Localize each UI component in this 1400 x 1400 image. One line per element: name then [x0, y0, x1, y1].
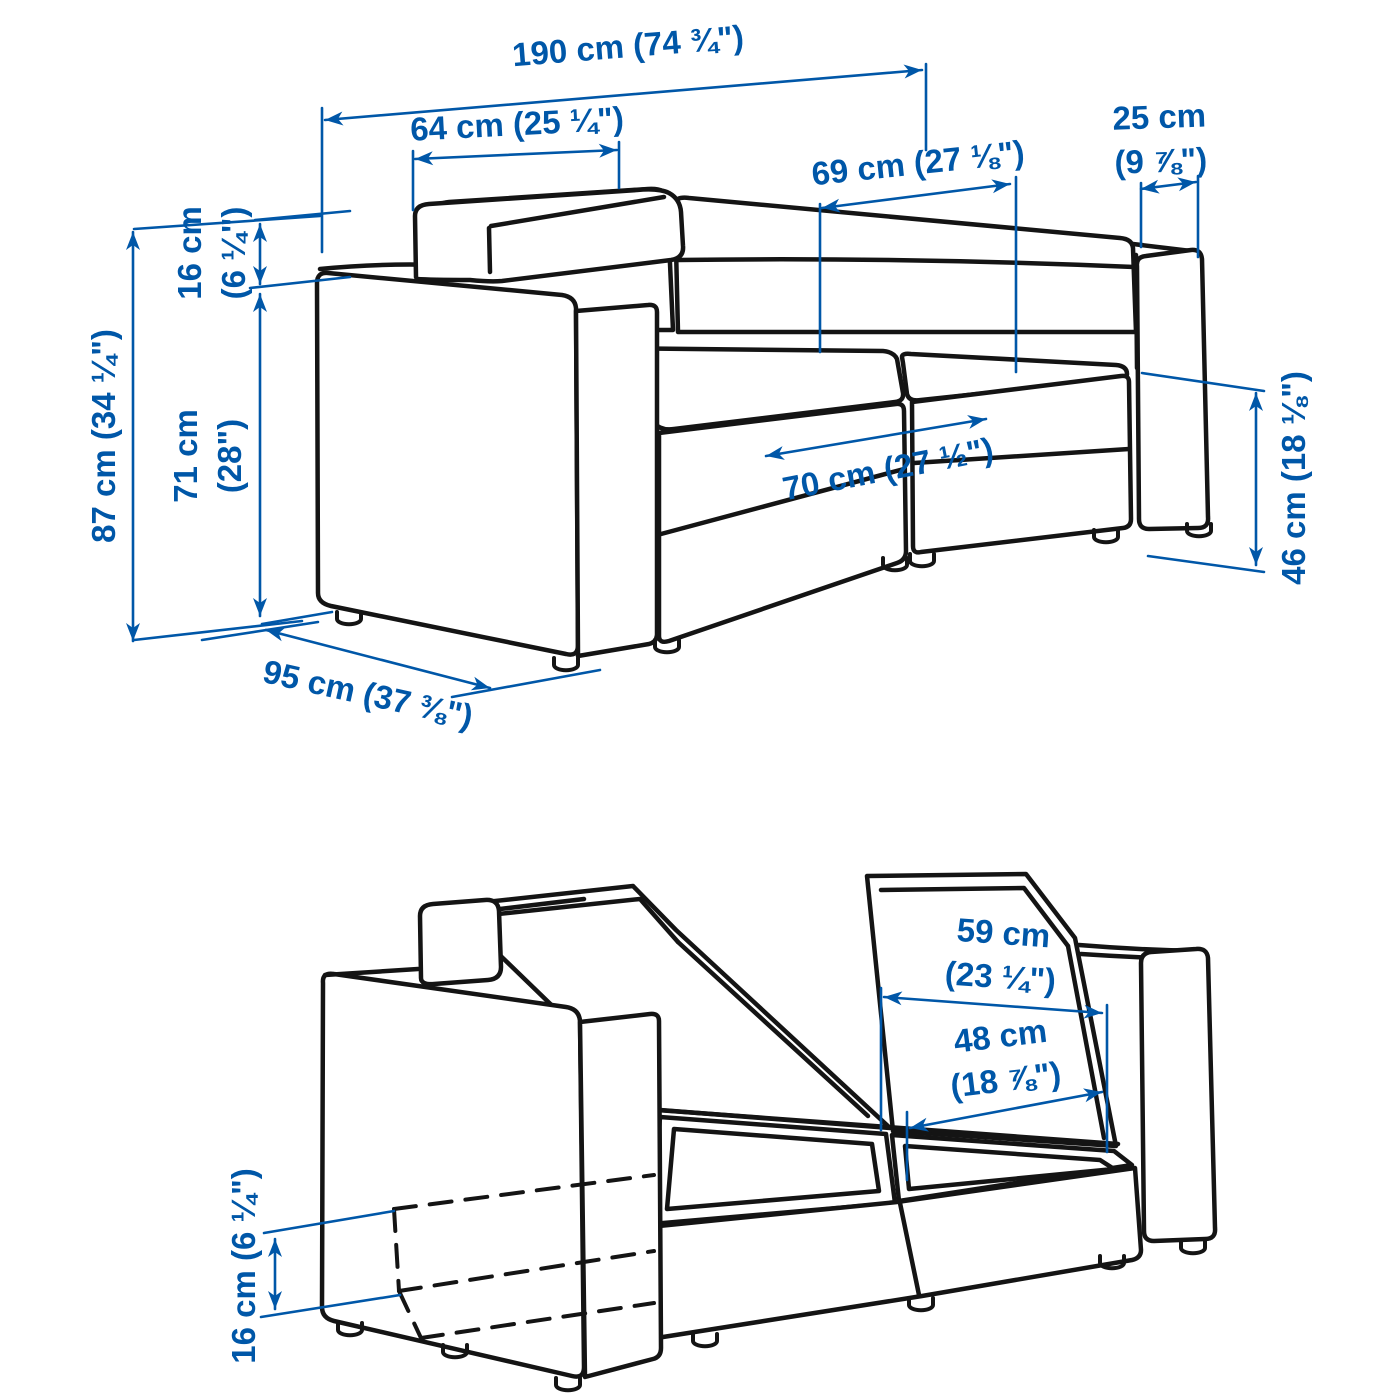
dim-label-seat-height: 46 cm (18 ⅛") — [1275, 371, 1313, 585]
left-armrest — [317, 265, 657, 656]
dim-label-storage-depth: 16 cm (6 ¼") — [225, 1168, 263, 1364]
dim-label-headrest-width: 64 cm (25 ¼") — [409, 99, 625, 148]
dim-label-headrest-height-line1: 16 cm — [171, 206, 209, 300]
seat-cushions — [592, 348, 1131, 642]
dim-label-seat-width: 70 cm (27 ½") — [779, 430, 997, 508]
dim-label-storage-length-line2: (23 ¼") — [943, 954, 1058, 999]
dim-label-armrest-height-line2: (28") — [211, 418, 248, 494]
left-armrest-open-view — [322, 969, 661, 1377]
bottom-view-line-art — [322, 874, 1215, 1390]
top-view-line-art — [317, 189, 1211, 670]
dim-label-headrest-height-line2: (6 ¼") — [215, 206, 252, 300]
dim-label-seat-back-width: 69 cm (27 ⅛") — [809, 133, 1027, 193]
dim-label-total-depth: 95 cm (37 ⅜") — [259, 652, 477, 735]
dim-label-armrest-height-line1: 71 cm — [167, 409, 205, 503]
dim-label-armrest-width-line2: (9 ⅞") — [1113, 140, 1208, 181]
dim-label-storage-width-line2: (18 ⅞") — [948, 1054, 1063, 1105]
dim-label-storage-length-line1: 59 cm — [955, 910, 1052, 955]
right-armrest — [1133, 244, 1208, 529]
dim-label-armrest-width-line1: 25 cm — [1111, 96, 1207, 137]
dim-label-storage-width-line1: 48 cm — [951, 1011, 1049, 1060]
dim-label-total-width: 190 cm (74 ¾") — [510, 18, 746, 74]
dim-label-total-height: 87 cm (34 ¼") — [85, 329, 123, 543]
